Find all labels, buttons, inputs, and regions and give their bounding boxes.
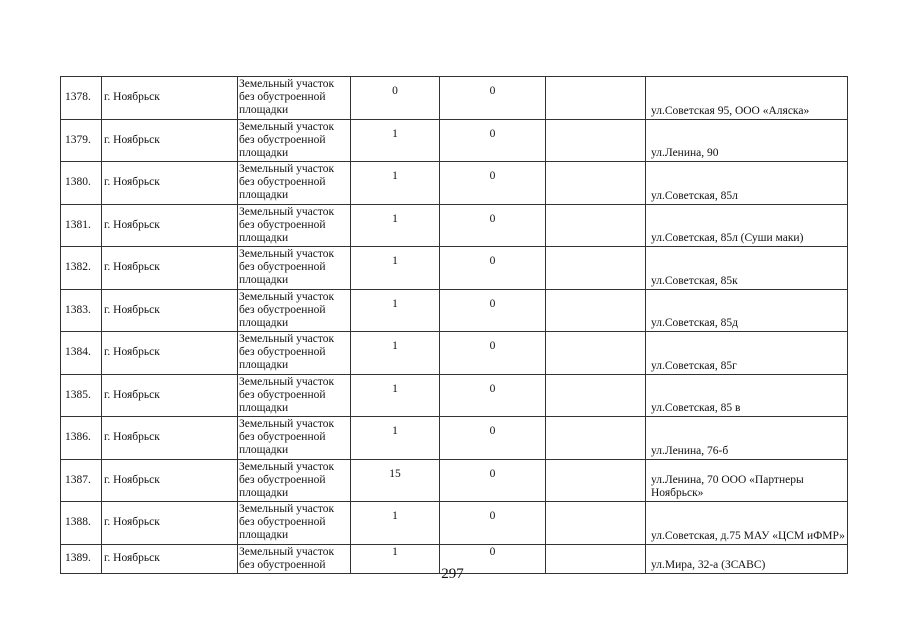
address-cell: ул.Советская, 85л (Суши маки) <box>646 204 848 247</box>
table-row <box>61 417 848 460</box>
table-row <box>61 289 848 332</box>
site-type-line: Земельный участок <box>239 375 335 388</box>
site-type-line: площадки <box>239 529 289 542</box>
site-type-line: Земельный участок <box>239 248 335 261</box>
count-a-value: 0 <box>392 85 398 98</box>
site-type-line: площадки <box>239 316 289 329</box>
empty-cell <box>546 289 646 332</box>
row-number: 1386. <box>61 417 102 460</box>
count-a-value: 1 <box>392 127 398 140</box>
site-type-line: без обустроенной <box>239 473 326 486</box>
empty-cell <box>546 459 646 502</box>
city-cell: г. Ноябрьск <box>102 247 238 290</box>
site-type-cell <box>238 374 351 417</box>
site-type-line: Земельный участок <box>239 290 335 303</box>
empty-cell <box>546 417 646 460</box>
site-type-line: площадки <box>239 146 289 159</box>
city-cell: г. Ноябрьск <box>102 544 238 573</box>
site-type-line: без обустроенной <box>239 133 326 146</box>
address-cell: ул.Советская, 85л <box>646 162 848 205</box>
site-type-line: Земельный участок <box>239 503 335 516</box>
site-type-line: без обустроенной <box>239 346 326 359</box>
count-b-value: 0 <box>489 546 496 558</box>
site-type-line: без обустроенной <box>239 388 326 401</box>
site-type-cell <box>238 162 351 205</box>
count-b-value: 0 <box>489 425 496 438</box>
site-type-line: Земельный участок <box>239 120 335 133</box>
site-type-line: площадки <box>239 401 289 414</box>
site-type-line: площадки <box>239 189 289 202</box>
count-b-cell <box>440 417 546 460</box>
count-b-cell <box>440 374 546 417</box>
table-row <box>61 332 848 375</box>
city-cell: г. Ноябрьск <box>102 332 238 375</box>
count-b-value: 0 <box>489 382 496 395</box>
address-cell: ул.Советская, д.75 МАУ «ЦСМ иФМР» <box>646 502 848 545</box>
count-b-cell <box>440 502 546 545</box>
table-row <box>61 502 848 545</box>
site-type-line: Земельный участок <box>239 78 335 91</box>
site-type-line: без обустроенной <box>239 261 326 274</box>
site-type-line: площадки <box>239 231 289 244</box>
site-type-line: Земельный участок <box>239 205 335 218</box>
site-type-line: площадки <box>239 104 289 117</box>
site-type-line: Земельный участок <box>239 418 335 431</box>
count-a-cell <box>351 162 440 205</box>
empty-cell <box>546 119 646 162</box>
site-type-line: без обустроенной <box>239 431 326 444</box>
site-type-cell <box>238 502 351 545</box>
city-cell: г. Ноябрьск <box>102 417 238 460</box>
row-number: 1387. <box>61 459 102 502</box>
row-number: 1381. <box>61 204 102 247</box>
count-a-cell <box>351 289 440 332</box>
count-b-cell <box>440 204 546 247</box>
site-type-cell <box>238 77 351 120</box>
city-cell: г. Ноябрьск <box>102 374 238 417</box>
row-number: 1380. <box>61 162 102 205</box>
site-type-cell <box>238 204 351 247</box>
row-number: 1389. <box>61 544 102 573</box>
table-row <box>61 247 848 290</box>
count-b-cell <box>440 289 546 332</box>
site-type-cell <box>238 119 351 162</box>
count-a-value: 1 <box>392 297 398 310</box>
count-a-value: 15 <box>389 467 401 480</box>
address-cell: ул.Ленина, 70 ООО «Партнеры Ноябрьск» <box>646 459 848 502</box>
count-b-value: 0 <box>489 212 496 225</box>
site-type-line: Земельный участок <box>239 333 335 346</box>
count-a-cell <box>351 247 440 290</box>
site-type-line: Земельный участок <box>239 545 335 558</box>
site-type-line: без обустроенной <box>239 558 326 571</box>
count-a-cell <box>351 332 440 375</box>
empty-cell <box>546 247 646 290</box>
count-a-value: 1 <box>392 382 398 395</box>
table-row <box>61 119 848 162</box>
site-type-line: без обустроенной <box>239 303 326 316</box>
site-type-line: Земельный участок <box>239 460 335 473</box>
site-type-cell <box>238 459 351 502</box>
count-a-cell <box>351 459 440 502</box>
count-b-cell <box>440 332 546 375</box>
count-a-cell <box>351 77 440 120</box>
table-row <box>61 374 848 417</box>
site-type-line: без обустроенной <box>239 176 326 189</box>
count-a-cell <box>351 204 440 247</box>
address-cell: ул.Ленина, 90 <box>646 119 848 162</box>
row-number: 1388. <box>61 502 102 545</box>
table-row <box>61 204 848 247</box>
address-cell: ул.Советская, 85д <box>646 289 848 332</box>
site-type-cell <box>238 332 351 375</box>
empty-cell <box>546 502 646 545</box>
count-a-value: 1 <box>392 212 398 225</box>
city-cell: г. Ноябрьск <box>102 459 238 502</box>
count-b-cell <box>440 119 546 162</box>
count-a-cell <box>351 119 440 162</box>
row-number: 1384. <box>61 332 102 375</box>
address-cell: ул.Мира, 32-а (ЗСАВС) <box>646 544 848 573</box>
site-type-cell <box>238 247 351 290</box>
site-type-line: без обустроенной <box>239 516 326 529</box>
count-a-value: 1 <box>392 340 398 353</box>
site-type-line: Земельный участок <box>239 163 335 176</box>
count-b-cell <box>440 459 546 502</box>
city-cell: г. Ноябрьск <box>102 77 238 120</box>
empty-cell <box>546 374 646 417</box>
empty-cell <box>546 204 646 247</box>
page-number: 297 <box>441 566 464 582</box>
address-cell: ул.Советская, 85г <box>646 332 848 375</box>
site-type-line: без обустроенной <box>239 91 326 104</box>
table-body <box>61 77 848 574</box>
count-b-cell <box>440 247 546 290</box>
count-b-value: 0 <box>489 340 496 353</box>
count-a-cell <box>351 502 440 545</box>
count-a-value: 1 <box>392 255 398 268</box>
row-number: 1383. <box>61 289 102 332</box>
site-type-line: площадки <box>239 274 289 287</box>
address-cell: ул.Ленина, 76-б <box>646 417 848 460</box>
table-row <box>61 77 848 120</box>
count-b-cell <box>440 77 546 120</box>
row-number: 1378. <box>61 77 102 120</box>
count-b-value: 0 <box>489 127 496 140</box>
empty-cell <box>546 332 646 375</box>
empty-cell <box>546 77 646 120</box>
count-b-value: 0 <box>489 255 496 268</box>
address-cell: ул.Советская, 85к <box>646 247 848 290</box>
site-type-line: без обустроенной <box>239 218 326 231</box>
city-cell: г. Ноябрьск <box>102 162 238 205</box>
table-row <box>61 459 848 502</box>
site-type-cell <box>238 417 351 460</box>
city-cell: г. Ноябрьск <box>102 119 238 162</box>
city-cell: г. Ноябрьск <box>102 289 238 332</box>
count-b-value: 0 <box>489 170 496 183</box>
count-b-value: 0 <box>489 85 496 98</box>
address-cell: ул.Советская 95, ООО «Аляска» <box>646 77 848 120</box>
count-b-value: 0 <box>489 510 496 523</box>
row-number: 1385. <box>61 374 102 417</box>
site-type-line: площадки <box>239 359 289 372</box>
address-cell: ул.Советская, 85 в <box>646 374 848 417</box>
count-a-value: 1 <box>392 546 398 558</box>
count-a-value: 1 <box>392 425 398 438</box>
site-type-line: площадки <box>239 444 289 457</box>
count-b-cell <box>440 162 546 205</box>
count-a-cell <box>351 417 440 460</box>
site-type-line: площадки <box>239 486 289 499</box>
count-b-value: 0 <box>489 297 496 310</box>
row-number: 1379. <box>61 119 102 162</box>
count-a-value: 1 <box>392 170 398 183</box>
document-table <box>60 76 848 574</box>
row-number: 1382. <box>61 247 102 290</box>
count-a-cell <box>351 374 440 417</box>
count-b-value: 0 <box>489 467 496 480</box>
city-cell: г. Ноябрьск <box>102 502 238 545</box>
empty-cell <box>546 162 646 205</box>
table-row <box>61 162 848 205</box>
city-cell: г. Ноябрьск <box>102 204 238 247</box>
count-a-value: 1 <box>392 510 398 523</box>
site-type-cell <box>238 289 351 332</box>
